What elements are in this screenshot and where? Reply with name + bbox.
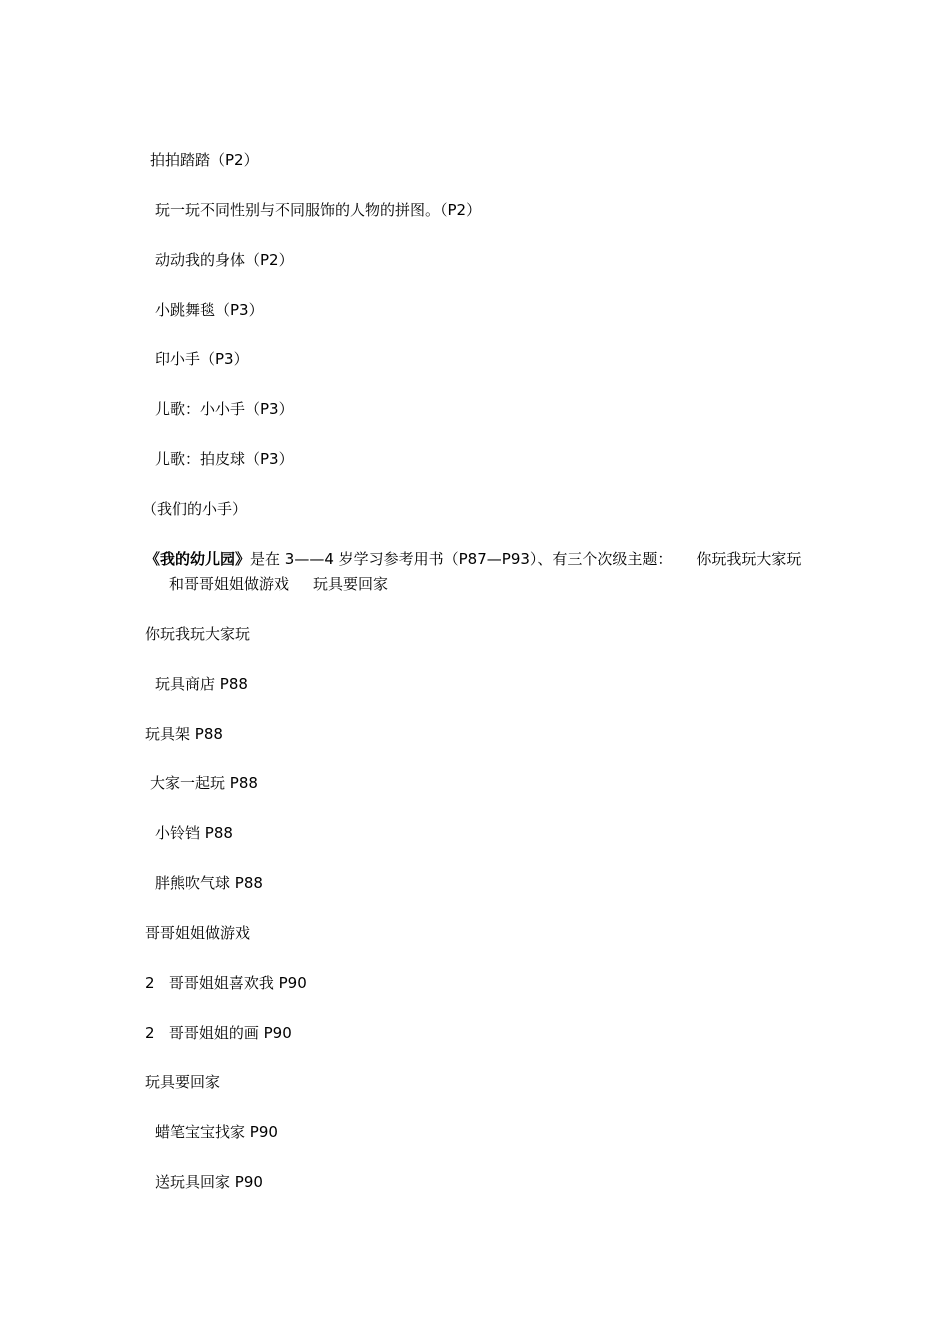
text-line: 2 哥哥姐姐喜欢我 P90 [145,974,307,992]
intro-paragraph [145,547,815,597]
text-line: 玩具商店 P88 [155,675,248,693]
section-heading: 你玩我玩大家玩 [145,625,251,643]
text-line: 大家一起玩 P88 [150,774,258,792]
text-line: 印小手（P3） [155,350,249,368]
text-line: 儿歌：拍皮球（P3） [155,450,294,468]
text-line: 玩具架 P88 [145,725,223,743]
subtheme-3: 玩具要回家 [313,575,389,593]
section-heading: 玩具要回家 [145,1073,221,1091]
text-line: 动动我的身体（P2） [155,251,294,269]
text-line: 蜡笔宝宝找家 P90 [155,1123,278,1141]
text-line: 儿歌：小小手（P3） [155,400,294,418]
text-line: 小跳舞毯（P3） [155,301,264,319]
section-heading: 哥哥姐姐做游戏 [145,924,251,942]
intro-text: 是在 3——4 岁学习参考用书（P87—P93）、有三个次级主题： [250,550,673,568]
text-line: 玩一玩不同性别与不同服饰的人物的拼图。（P2） [155,201,482,219]
text-line: 拍拍踏踏（P2） [150,151,259,169]
text-line: 2 哥哥姐姐的画 P90 [145,1024,292,1042]
subtheme-1: 你玩我玩大家玩 [696,550,802,568]
subtheme-2: 和哥哥姐姐做游戏 [169,575,290,593]
text-line: 小铃铛 P88 [155,824,233,842]
book-title: 《我的幼儿园》 [145,550,251,568]
text-line: 送玩具回家 P90 [155,1173,263,1191]
text-line: （我们的小手） [142,500,248,518]
text-line: 胖熊吹气球 P88 [155,874,263,892]
